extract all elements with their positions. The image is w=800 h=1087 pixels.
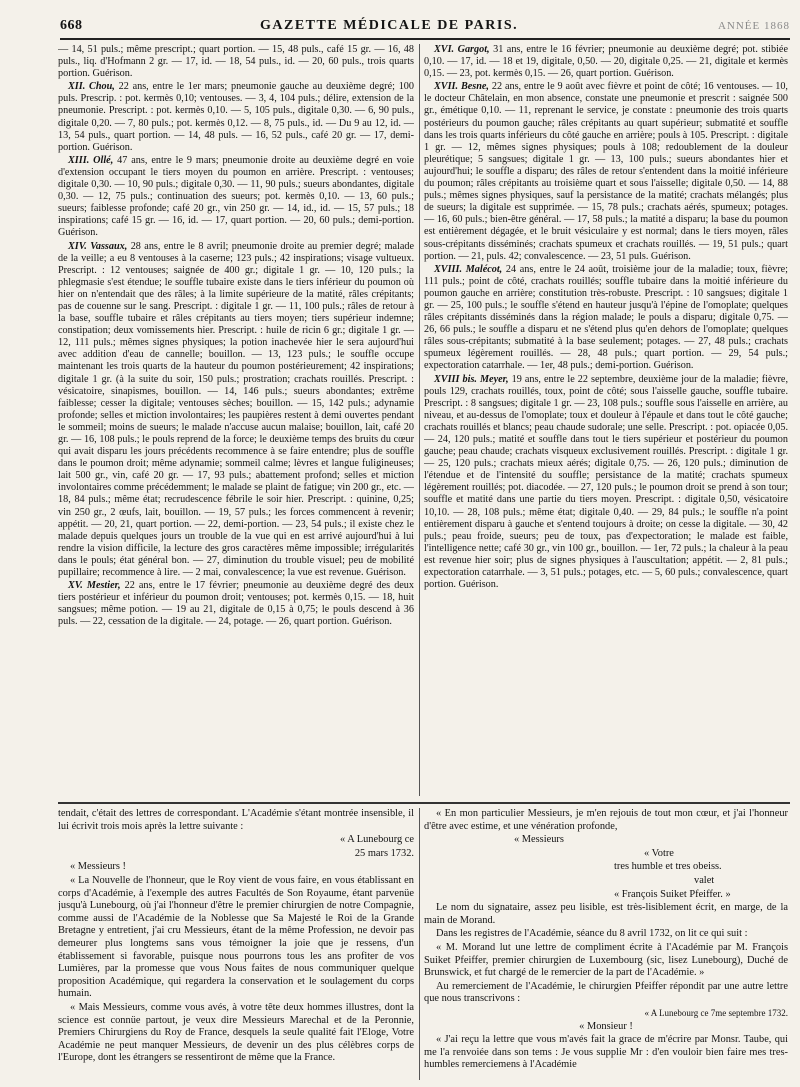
case-paragraph (58, 241, 414, 580)
case-paragraph (424, 264, 788, 373)
column-top-right (424, 44, 788, 796)
letter-salutation: « Monsieur ! (579, 1020, 633, 1032)
case-paragraph (424, 374, 788, 592)
case-heading: XIV. Vassaux, (68, 240, 128, 252)
paragraph: tendait, c'était des lettres de correspondant. L'Académie s'étant montrée insensible, il lui écrivit trois mois après la lettre suivante : (58, 808, 414, 832)
case-text: 47 ans, entre le 9 mars; pneumonie droite au deuxième degré en voie d'extension occupant le tiers moyen du poumon en arrière. Prescript. : ventouses; digitale 0,30. — 10, 90 puls.; digitale 0,30. — 11, 90 puls.; sueurs abondantes, digitale 0,30. — 12, 75 puls.; continuation des sueurs; pot. kermès 0,10. — 13, 60 puls.; sueurs; faiblesse profonde; café 20 gr., vin 250 gr. — 14, id., id. — 15, 57 puls.; 18 inspirations; café 15 gr. — 16, id. — 17, quart portion. — 20, 60 puls.; demi-portion. Guérison. (58, 154, 414, 239)
case-text: 22 ans, entre le 1er mars; pneumonie gauche au deuxième degré; 100 puls. Prescrip. : pot. kermès 0,10; ventouses. — 3, 4, 104 puls.; délire, extension de la pneumonie. Prescript. : pot. kermès 0,10. — 5, 105 puls., digitale 0,30. — 6, 90 puls., digitale 0,20. — 7, 80 puls.; pot. kermès 0,12. — 8, 75 puls., id. — Du 9 au 12, id. — 13, 54 puls., quart portion. — 14, 48 puls. — 16, 52 puls., café 20 gr. — 17, demi-portion. Guérison. (58, 81, 414, 153)
letter-dateline: « A Lunebourg ce (340, 834, 414, 846)
letter-closing: « Messieurs (514, 834, 564, 846)
letter-signature: « François Suiket Pfeiffer. » (614, 888, 731, 900)
case-heading: XII. Chou, (68, 81, 115, 93)
case-heading: XV. Mestier, (68, 580, 121, 592)
case-text: 24 ans, entre le 24 août, troisième jour de la maladie; toux, fièvre; 111 puls.; point de côté, crachats rouillés; souffle tubaire dans la moitié inférieure du poumon gauche en arrière; constitution très-robuste. Prescript. : 10 sangsues; digitale 1 gr. — 25, 100 puls.; le souffle s'étend en hauteur jusqu'à l'épine de l'omoplate; quelques râles crépitants disséminés dans la région malade; le pouls a disparu; digitale 0,75. — 26, 66 puls.; le souffle a disparu et ne s'étend plus qu'en dehors de l'omoplate; quelques râles sous-crépitants; submatité à la base seulement; potages. — 27, 48 puls.; crachats spumeux légèrement rouillés. — 28, 48 puls.; quart portion. — 29, 54 puls.; expectoration catarrhale. — 1er, 48 puls.; demi-portion. Guérison. (424, 263, 788, 372)
case-heading: XVIII bis. Meyer, (434, 373, 509, 385)
column-bottom-right (424, 808, 788, 1080)
section-divider (58, 802, 790, 804)
case-paragraph (424, 44, 788, 80)
letter-closing: « Votre (644, 847, 674, 859)
letter-date: 25 mars 1732. (354, 847, 414, 859)
page-header (60, 14, 790, 40)
letter-salutation: « Messieurs ! (70, 861, 126, 873)
paragraph: — 14, 51 puls.; même prescript.; quart portion. — 15, 48 puls., café 15 gr. — 16, 48 puls., liq. d'Hofmann 2 gr. — 17, id. — 18, 54 puls., id. — 20, 60 puls., trois quarts portion. Guérison. (58, 44, 414, 80)
column-bottom-left (58, 808, 414, 1080)
paragraph: Dans les registres de l'Académie, séance du 8 avril 1732, on lit ce qui suit : (436, 928, 748, 940)
column-top-left (58, 44, 414, 796)
case-paragraph (58, 155, 414, 240)
case-paragraph (58, 580, 414, 628)
page-title: GAZETTE MÉDICALE DE PARIS. (260, 18, 519, 33)
case-text: 31 ans, entre le 16 février; pneumonie au deuxième degré; pot. stibiée 0,10. — 17, id. — 18 et 19, digitale, 0,50. — 20, digitale 0,25. — 21, digitale et kermès 0,15. — 23, pot. kermès 0,15. — 26, quart portion. Guérison. (424, 44, 788, 80)
case-heading: XIII. Ollé, (68, 154, 114, 166)
case-paragraph (58, 81, 414, 154)
case-text: 19 ans, entre le 22 septembre, deuxième jour de la maladie; fièvre, pouls 129, crachats rouillés, toux, point de côté; sous l'aisselle gauche, souffle tubaire. Prescript. : 8 sangsues; digitale 1 gr. — 23, 108 puls.; souffle sous l'aisselle en arrière, au niveau, et au-dessus de l'omoplate; toux et douleur à l'épaule et dans tout le côté gauche; crachats rouillés et blancs; peau chaude sudorale; une selle. Prescript. : pot. opiacée 0,05. — 24, 120 puls.; matité et souffle dans tout le tiers supérieur et postérieur du poumon gauche; peau chaude; crachats visqueux exclusivement rouillés. Prescript. : digitale 1 gr. — 25, 120 puls.; crachats mieux aérés; digitale 0,75. — 26, 120 puls.; diminution de l'étendue et de l'intensité du souffle; persistance de la matité; crachats spumeux légèrement rouillés; pot. diacodée. — 27, 120 puls.; le poumon droit se prend à son tour; souffle et matité dans une partie du tiers moyen. Prescript. : digitale 0,50, vésicatoire 10,10. — 28, 108 puls.; même état; digitale 0,40. — 29, 84 puls.; le souffle n'a point entièrement disparu à gauche et s'entend toujours à droite; on cesse la digitale. — 30, 42 puls.; peau froide, sueurs; peu de toux, pas d'expectoration; le malade est faible, l'intelligence nette; café 30 gr., vin 100 gr., bouillon. — 1er, 72 puls.; la chaleur à la peau est revenue hier soir; plus de signes physiques à l'auscultation; appétit. — 2, 81 puls.; expectoration catarrhale. — 3, 51 puls.; potages, etc. — 5, 60 puls.; convalescence, quart portion. Guérison. (424, 373, 788, 591)
case-paragraph (424, 81, 788, 262)
paragraph: « M. Morand lut une lettre de compliment écrite à l'Académie par M. François Suiket Pfeiffer, premier chirurgien de Luxembourg (sic, lisez Lunebourg), Duché de Brunswick, et fut chargé de le remercier de la part de l'Académie. » (424, 941, 788, 979)
paragraph: « Mais Messieurs, comme vous avés, à votre tête deux hommes illustres, dont la science est connüe partout, je veux dire Messieurs Marechal et de la Peronnie, Premiers Chirurgiens du Roy de France, desquels la seule qualité fait l'Eloge, Votre Académie ne peut manquer Messieurs, de devenir un des plus célèbres corps de l'Europe, dont les étrangers se ressentiront de même que la France. (58, 1001, 414, 1064)
case-text: 22 ans, entre le 17 février; pneumonie au deuxième degré des deux tiers postérieur et inférieur du poumon droit; ventouses; pot. kermès 0,15. — 18, huit sangsues; même potion. — 19 au 21, digitale de 0,15 à 0,75; le pouls descend à 36 puls. — 22, cessation de la digitale. — 24, potage. — 26, quart portion. Guérison. (58, 580, 414, 628)
letter-closing: valet (694, 874, 715, 886)
case-heading: XVII. Besne, (434, 81, 489, 93)
bleed-through-text: ANNÉE 1868 (717, 20, 790, 32)
column-divider (419, 44, 420, 796)
case-text: 28 ans, entre le 8 avril; pneumonie droite au premier degré; malade de la veille; a eu 8 ventouses à la caserne; 123 puls.; 42 inspirations; visage vultueux. Prescript. : 12 ventouses; saignée de 400 gr.; digitale 1 gr. — 10, 120 puls.; la phlegmasie s'est étendue; le souffle tubaire existe dans le tiers inférieur du poumon où hier on n'entendait que des râles; à la limite supérieure de la matité, râles crépitants; pas de couenne sur le sang. Prescript. : digitale 1 gr. — 11, 100 puls.; râles de retour à la base, souffle tubaire et râles crépitants au tiers moyen; tiers supérieur indemne; constipation; deux vomissements hier. Prescript. : huile de ricin 6 gr.; digitale 1 gr. — 12, 111 puls.; mêmes signes physiques; la potion inachevée hier le sera aujourd'hui avec addition d'eau de cannelle; bouillon. — 13, 123 puls.; le souffle occupe maintenant les trois quarts de la hauteur du poumon postérieurement; 42 inspirations; digitale 1 gr. (à la suite du soir, 150 puls.; prostration; crachats rouillés. Prescript. : vésicatoire, sinapismes, bouillon. — 14, 146 puls.; sueurs abondantes; extrême faiblesse; cesser la digitale; ventouses sèches; bouillon. — 15, 142 puls.; adynamie profonde; selles et miction involontaires; les paupières restent à demi ouvertes pendant le sommeil; moins de sueurs; le malade n'accuse aucun malaise; bouillon, lait, café 20 gr. — 16, 108 puls.; le pouls reprend de la force; le deuxième temps des bruits du cœur qui avait disparu les jours précédents recommence à se faire entendre; plus de souffle dans le poumon droit; même adynamie; sommeil calme; lèvres et langue fuligineuses; lait 500 gr., vin, café 20 gr. — 17, 93 puls.; abattement profond; selles et miction involontaires comme précédemment; le malade se plaint de fatigue; vin 200 gr., etc. — 18, 84 puls.; même état; recrudescence fébrile le soir hier. Prescript. : quinine, 0,25; vin 250 gr., 2 œufs, lait, bouillon. — 19, 57 puls.; les forces commencent à revenir; appétit. — 20, 21, quart portion. — 22, demi-portion. — 23, 54 puls.; il existe chez le malade depuis quelques jours un trouble de la vue qui en est arrivé aujourd'hui à lui rendre la vision difficile, la lecture des gros caractères même impossible; irrégularités dans le pouls; état général bon. — 27, diminution du trouble visuel; peu de mobilité pupillaire; recommence à lire. — 2 mai, convalescence; la vue est revenue. Guérison. (58, 240, 414, 579)
paragraph: Au remerciement de l'Académie, le chirurgien Pfeiffer répondit par une autre lettre que nous transcrivons : (424, 980, 788, 1005)
letter-closing: tres humble et tres obeiss. (614, 861, 722, 873)
case-heading: XVI. Gargot, (434, 44, 490, 55)
paragraph: « La Nouvelle de l'honneur, que le Roy vient de vous faire, en vous établissant en corps d'Académie, à l'exemple des autres Facultés de Son Royaume, étant parvenüe jusqu'à Lunebourg, où j'ai l'honneur d'être le premier chirurgien de notre Compagnie, comme aussi de l'Académie de la Noblesse que Sa Majesté le Roi de la Grande Bretagne y entretient, j'ai cru Messieurs, étant de la même Profession, ne devoir pas demeurer plus longtems sans vous témoigner la joie que je ressens, d'un établissement si favorable, puisque nous pourrons tous les ans profiter de vos Lumières, par la promesse que vous Nous faites de nous communiquer quelque proposition Académique, qui regardera la conservation et le soulagement du corps humain. (58, 874, 414, 1000)
paragraph: « J'ai reçu la lettre que vous m'avés fait la grace de m'écrire par Monsr. Taube, qui me l'a renvoiée dans son tems : Je vous supplie Mr : d'en vouloir bien faire mes tres-humbles remerciemens à l'Académie (424, 1034, 788, 1071)
letter-dateline: « A Lunebourg ce 7me septembre 1732. (644, 1007, 788, 1018)
page-number: 668 (60, 18, 83, 33)
paragraph: « En mon particulier Messieurs, je m'en rejouis de tout mon cœur, et j'ai l'honneur d'être avec estime, et une vénération profonde, (424, 808, 788, 832)
case-text: 22 ans, entre le 9 août avec fièvre et point de côté; 16 ventouses. — 10, le docteur Châtelain, en mon absence, constate une pneumonie et prescrit : saignée 500 gr., émétique 0,10. — 11, reprenant le service, je constate : pneumonie des trois quarts postérieurs du poumon gauche; râles crépitants au quart supérieur; submatité et souffle dans les trois quarts inférieurs du côté gauche en arrière; pouls à 105. Prescript. : digitale 1 gr. — 12, mêmes signes physiques; pouls à 108; redoublement de la douleur pleurétique; 5 sangsues; digitale 1 gr. — 13, 100 puls.; sueurs abondantes hier et aujourd'hui; le souffle a disparu; des râles de retour s'entendent dans la moitié inférieure du poumon; râles crépitants au troisième quart et sous l'aisselle; digitale 0,50. — 14, 88 puls.; mêmes signes physiques, sauf la persistance de la matité; crachats mélangés; plus de sueurs; la digitale est supprimée. — 15, 78 puls.; crachats aérés, spumeux; potages. — 16, 60 puls.; bien-être général. — 17, 58 puls.; la matité a disparu; la base du poumon est entièrement dégagée, et le bruit vésiculaire y est normal; dans le tiers moyen, râles sous-crépitants disséminés; crachats spumeux et crachats rouillés. — 19, 51 puls.; quart portion. — 21, puls. 42; convalescence. — 23, 51 puls. Guérison. (424, 81, 788, 262)
case-heading: XVIII. Malécot, (434, 263, 503, 275)
column-divider (419, 808, 420, 1080)
paragraph: Le nom du signataire, assez peu lisible, est très-lisiblement écrit, en marge, de la main de Morand. (424, 902, 788, 926)
